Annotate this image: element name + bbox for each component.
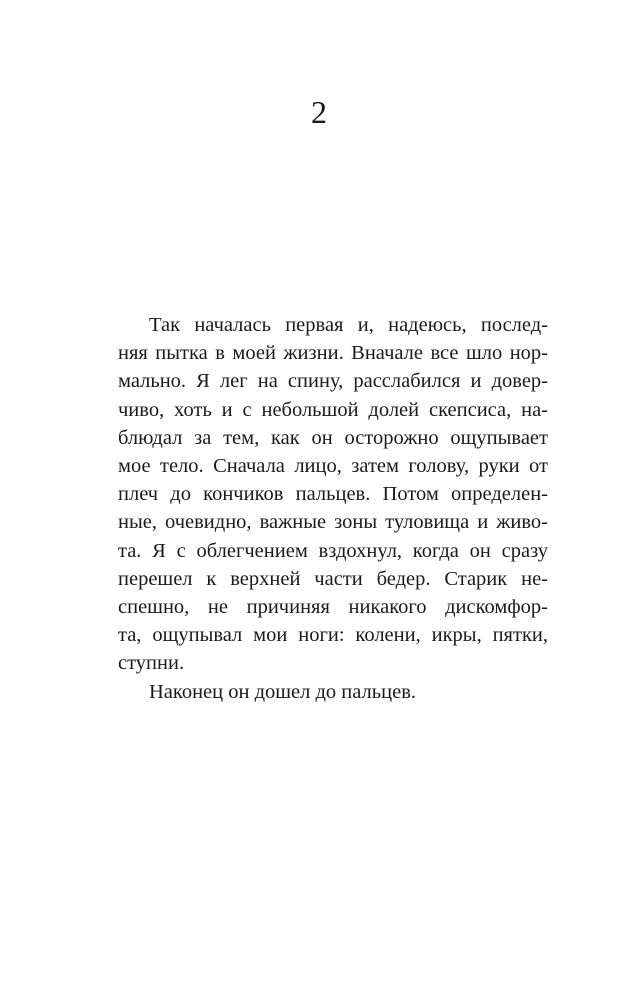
text-line: плеч до кончиков пальцев. Потом определен- [118, 483, 548, 506]
text-line: та. Я с облегчением вздохнул, когда он сразу [118, 539, 548, 562]
text-line: няя пытка в моей жизни. Вначале все шло нор- [118, 342, 548, 365]
text-line: ные, очевидно, важные зоны туловища и живо- [118, 511, 548, 534]
text-line: мое тело. Сначала лицо, затем голову, руки от [118, 455, 548, 478]
text-line: мально. Я лег на спину, расслабился и довер- [118, 370, 548, 393]
text-line: ступни. [118, 652, 185, 675]
text-line: та, ощупывал мои ноги: колени, икры, пятки, [118, 624, 548, 647]
body-text [118, 311, 548, 706]
chapter-number: 2 [311, 94, 328, 130]
text-line: чиво, хоть и с небольшой долей скепсиса, на- [118, 398, 548, 421]
text-line: блюдал за тем, как он осторожно ощупывает [118, 426, 548, 449]
text-line: Так началась первая и, надеюсь, послед- [149, 314, 548, 336]
text-line: спешно, не причиняя никакого дискомфор- [118, 596, 548, 619]
text-line: перешел к верхней части бедер. Старик не- [118, 567, 548, 590]
text-line: Наконец он дошел до пальцев. [149, 680, 417, 703]
